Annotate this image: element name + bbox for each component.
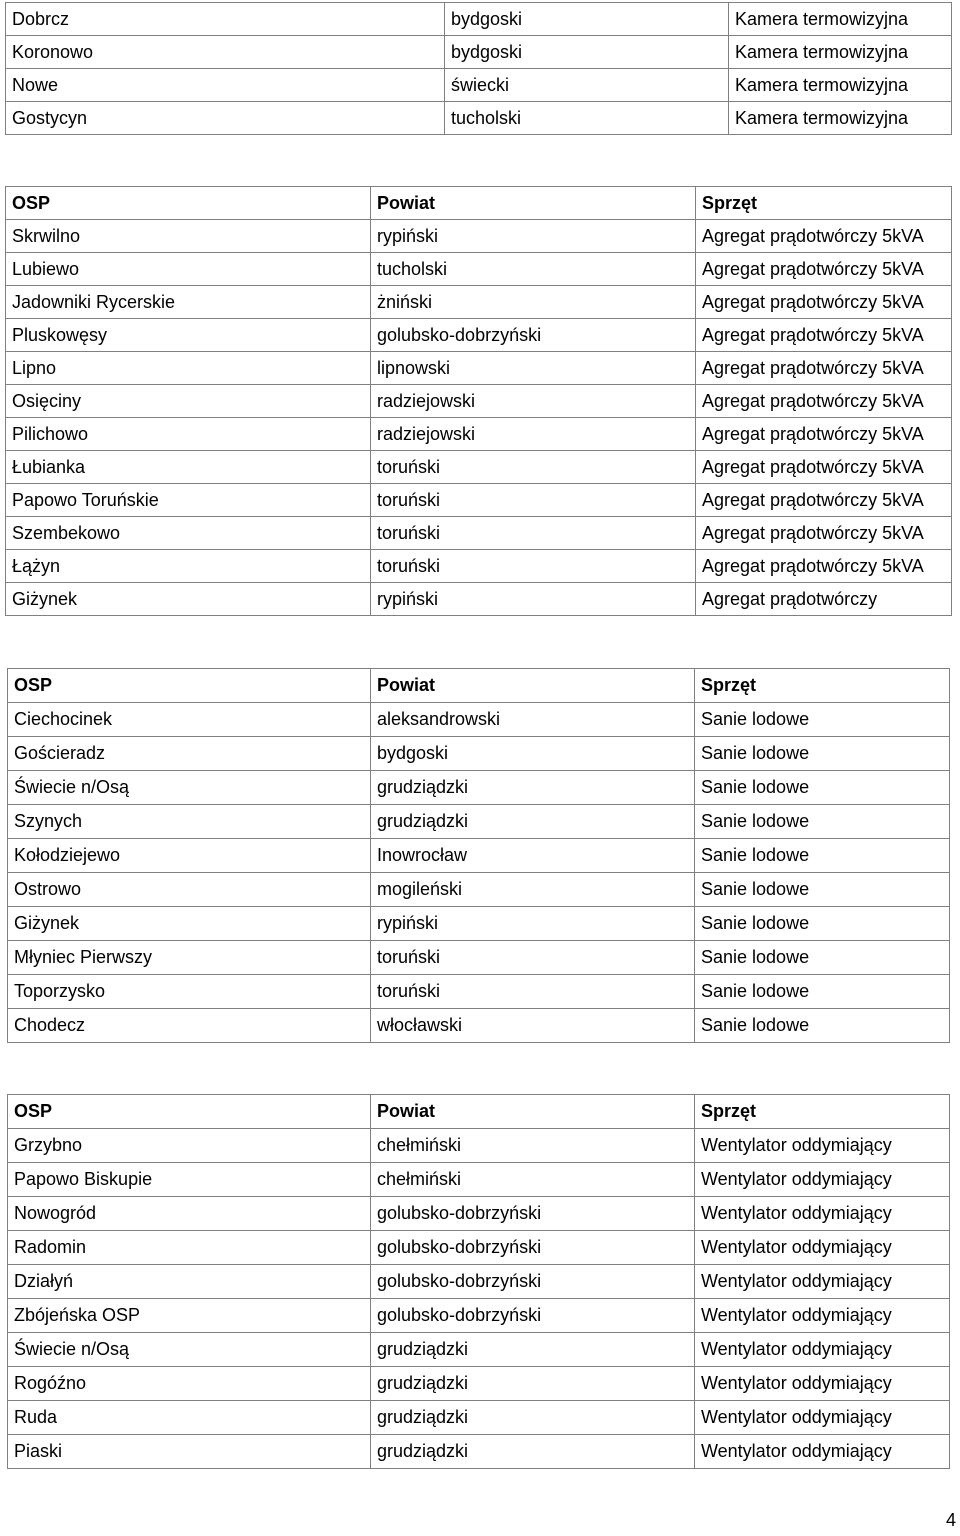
table-cell: Kamera termowizyjna — [729, 3, 952, 36]
table-cell: Agregat prądotwórczy 5kVA — [696, 550, 952, 583]
table-row — [8, 703, 950, 737]
table-row — [6, 3, 952, 36]
table-cell: grudziądzki — [371, 805, 695, 839]
table-cell: Sanie lodowe — [695, 873, 950, 907]
table-cell: żniński — [371, 286, 696, 319]
table-cell: bydgoski — [445, 3, 729, 36]
table-cell: grudziądzki — [371, 771, 695, 805]
table-row — [8, 1401, 950, 1435]
table-row — [8, 975, 950, 1009]
table-row — [6, 220, 952, 253]
table-cell: Sanie lodowe — [695, 771, 950, 805]
table-cell: Agregat prądotwórczy 5kVA — [696, 253, 952, 286]
table-cell: toruński — [371, 484, 696, 517]
table-cell: Radomin — [8, 1231, 371, 1265]
table-row — [8, 1197, 950, 1231]
table-cell: świecki — [445, 69, 729, 102]
table-cell: Działyń — [8, 1265, 371, 1299]
table-cell: Wentylator oddymiający — [695, 1197, 950, 1231]
table-cell: Wentylator oddymiający — [695, 1299, 950, 1333]
table-row — [8, 1009, 950, 1043]
table-cell: golubsko-dobrzyński — [371, 319, 696, 352]
column-header: Powiat — [371, 187, 696, 220]
table-row — [8, 1367, 950, 1401]
table-cell: Gostycyn — [6, 102, 445, 135]
table-cell: Wentylator oddymiający — [695, 1129, 950, 1163]
column-header: OSP — [6, 187, 371, 220]
table-cell: Sanie lodowe — [695, 805, 950, 839]
table-cell: Sanie lodowe — [695, 907, 950, 941]
table-row — [8, 805, 950, 839]
table-cell: radziejowski — [371, 385, 696, 418]
table-cell: Inowrocław — [371, 839, 695, 873]
table-cell: golubsko-dobrzyński — [371, 1231, 695, 1265]
table-cell: Wentylator oddymiający — [695, 1333, 950, 1367]
table-cell: Sanie lodowe — [695, 975, 950, 1009]
table-row — [6, 385, 952, 418]
table-cell: Młyniec Pierwszy — [8, 941, 371, 975]
table-row — [6, 484, 952, 517]
table-row — [6, 102, 952, 135]
table-cell: Giżynek — [8, 907, 371, 941]
table-cell: Kamera termowizyjna — [729, 69, 952, 102]
table-cell: Lubiewo — [6, 253, 371, 286]
column-header: OSP — [8, 669, 371, 703]
table-cell: Agregat prądotwórczy 5kVA — [696, 484, 952, 517]
table-cell: bydgoski — [371, 737, 695, 771]
table-cell: Kołodziejewo — [8, 839, 371, 873]
table-cell: Agregat prądotwórczy — [696, 583, 952, 616]
table-row — [6, 550, 952, 583]
table-cell: Rogóźno — [8, 1367, 371, 1401]
table-cell: Łubianka — [6, 451, 371, 484]
table-header-row — [6, 187, 952, 220]
table-cell: Ciechocinek — [8, 703, 371, 737]
table-row — [6, 418, 952, 451]
table-cell: Szynych — [8, 805, 371, 839]
table-cell: Szembekowo — [6, 517, 371, 550]
table-cell: Agregat prądotwórczy 5kVA — [696, 286, 952, 319]
ice-sled-table — [7, 668, 950, 1043]
table-cell: grudziądzki — [371, 1401, 695, 1435]
table-cell: chełmiński — [371, 1129, 695, 1163]
table-cell: Nowe — [6, 69, 445, 102]
table-cell: Toporzysko — [8, 975, 371, 1009]
table-row — [8, 941, 950, 975]
table-cell: Agregat prądotwórczy 5kVA — [696, 220, 952, 253]
table-cell: Wentylator oddymiający — [695, 1435, 950, 1469]
column-header: Powiat — [371, 669, 695, 703]
table-row — [6, 69, 952, 102]
table-row — [6, 517, 952, 550]
table-cell: Ostrowo — [8, 873, 371, 907]
table-cell: Jadowniki Rycerskie — [6, 286, 371, 319]
table-row — [8, 1299, 950, 1333]
table-cell: Świecie n/Osą — [8, 771, 371, 805]
table-cell: tucholski — [371, 253, 696, 286]
table-cell: Wentylator oddymiający — [695, 1401, 950, 1435]
table-row — [6, 451, 952, 484]
table-cell: Ruda — [8, 1401, 371, 1435]
table-cell: Papowo Toruńskie — [6, 484, 371, 517]
table-cell: Wentylator oddymiający — [695, 1265, 950, 1299]
table-row — [8, 839, 950, 873]
table-cell: Sanie lodowe — [695, 737, 950, 771]
table-cell: toruński — [371, 941, 695, 975]
table-cell: rypiński — [371, 220, 696, 253]
table-row — [6, 319, 952, 352]
table-cell: golubsko-dobrzyński — [371, 1197, 695, 1231]
page-number: 4 — [945, 1510, 956, 1530]
table-cell: Wentylator oddymiający — [695, 1231, 950, 1265]
table-cell: Dobrcz — [6, 3, 445, 36]
table-cell: grudziądzki — [371, 1333, 695, 1367]
table-row — [8, 737, 950, 771]
table-cell: Grzybno — [8, 1129, 371, 1163]
table-cell: toruński — [371, 550, 696, 583]
table-cell: toruński — [371, 451, 696, 484]
smoke-fan-table — [7, 1094, 950, 1469]
table-row — [8, 1435, 950, 1469]
table-cell: Łążyn — [6, 550, 371, 583]
table-cell: Lipno — [6, 352, 371, 385]
table-cell: Giżynek — [6, 583, 371, 616]
table-cell: tucholski — [445, 102, 729, 135]
table-row — [6, 286, 952, 319]
table-cell: Zbójeńska OSP — [8, 1299, 371, 1333]
table-cell: lipnowski — [371, 352, 696, 385]
table-cell: Agregat prądotwórczy 5kVA — [696, 451, 952, 484]
table-cell: Pluskowęsy — [6, 319, 371, 352]
table-cell: Piaski — [8, 1435, 371, 1469]
table-cell: Agregat prądotwórczy 5kVA — [696, 418, 952, 451]
table-row — [8, 771, 950, 805]
power-generator-table — [5, 186, 952, 616]
table-row — [6, 583, 952, 616]
column-header: OSP — [8, 1095, 371, 1129]
column-header: Sprzęt — [695, 669, 950, 703]
table-cell: golubsko-dobrzyński — [371, 1265, 695, 1299]
table-cell: toruński — [371, 517, 696, 550]
table-cell: chełmiński — [371, 1163, 695, 1197]
table-row — [8, 907, 950, 941]
table-cell: Agregat prądotwórczy 5kVA — [696, 319, 952, 352]
column-header: Sprzęt — [696, 187, 952, 220]
table-cell: Pilichowo — [6, 418, 371, 451]
table-cell: włocławski — [371, 1009, 695, 1043]
table-cell: rypiński — [371, 583, 696, 616]
table-cell: grudziądzki — [371, 1367, 695, 1401]
thermal-camera-table — [5, 2, 952, 135]
table-cell: Chodecz — [8, 1009, 371, 1043]
table-row — [6, 36, 952, 69]
table-cell: Świecie n/Osą — [8, 1333, 371, 1367]
table-cell: mogileński — [371, 873, 695, 907]
table-cell: Kamera termowizyjna — [729, 36, 952, 69]
table-row — [8, 873, 950, 907]
table-cell: Sanie lodowe — [695, 703, 950, 737]
table-cell: bydgoski — [445, 36, 729, 69]
table-row — [8, 1231, 950, 1265]
table-cell: Wentylator oddymiający — [695, 1367, 950, 1401]
table-cell: Sanie lodowe — [695, 839, 950, 873]
table-cell: Skrwilno — [6, 220, 371, 253]
table-row — [8, 1129, 950, 1163]
table-cell: Papowo Biskupie — [8, 1163, 371, 1197]
table-cell: Sanie lodowe — [695, 941, 950, 975]
column-header: Sprzęt — [695, 1095, 950, 1129]
table-cell: Osięciny — [6, 385, 371, 418]
table-row — [8, 1265, 950, 1299]
table-row — [8, 1333, 950, 1367]
table-cell: grudziądzki — [371, 1435, 695, 1469]
table-header-row — [8, 1095, 950, 1129]
table-cell: Wentylator oddymiający — [695, 1163, 950, 1197]
table-cell: rypiński — [371, 907, 695, 941]
table-cell: Nowogród — [8, 1197, 371, 1231]
table-cell: aleksandrowski — [371, 703, 695, 737]
table-cell: Koronowo — [6, 36, 445, 69]
table-row — [8, 1163, 950, 1197]
table-cell: Agregat prądotwórczy 5kVA — [696, 385, 952, 418]
table-cell: toruński — [371, 975, 695, 1009]
column-header: Powiat — [371, 1095, 695, 1129]
table-cell: radziejowski — [371, 418, 696, 451]
table-cell: Agregat prądotwórczy 5kVA — [696, 517, 952, 550]
table-row — [6, 253, 952, 286]
table-cell: golubsko-dobrzyński — [371, 1299, 695, 1333]
table-cell: Sanie lodowe — [695, 1009, 950, 1043]
table-header-row — [8, 669, 950, 703]
table-cell: Kamera termowizyjna — [729, 102, 952, 135]
table-row — [6, 352, 952, 385]
table-cell: Gościeradz — [8, 737, 371, 771]
table-cell: Agregat prądotwórczy 5kVA — [696, 352, 952, 385]
